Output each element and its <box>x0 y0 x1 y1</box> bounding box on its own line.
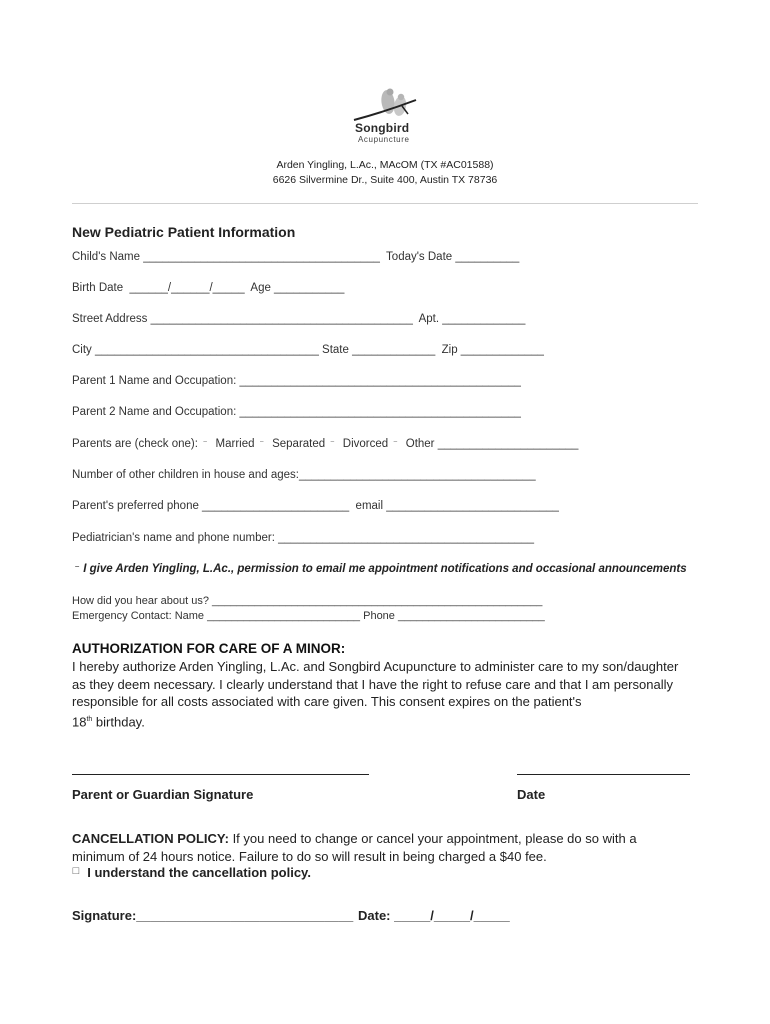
guardian-signature-label: Parent or Guardian Signature <box>72 787 254 802</box>
childs-name-field[interactable]: Child's Name _____________________________________ Today's Date __________ <box>72 251 520 263</box>
how-heard-field[interactable]: How did you hear about us? ______________________________________________________ <box>72 595 543 607</box>
separated-option[interactable]: Separated <box>272 438 326 450</box>
cancellation-text: If you need to change or cancel your appointment, please do so with a minimum of 24 hours notice. Failure to do so will result in being charged a $40 fee. <box>72 831 637 864</box>
pediatrician-field[interactable]: Pediatrician's name and phone number: ________________________________________ <box>72 532 534 544</box>
guardian-date-label: Date <box>517 787 546 802</box>
parents-status-label: Parents are (check one): <box>72 438 198 450</box>
address-line: 6626 Silvermine Dr., Suite 400, Austin TX 78736 <box>272 174 498 186</box>
other-checkbox-icon[interactable]: ⁻ <box>392 438 398 448</box>
parents-status-row <box>72 438 578 450</box>
email-permission-label[interactable]: I give Arden Yingling, L.Ac., permission to email me appointment notifications and occasional announcements <box>83 563 687 575</box>
authorization-body <box>72 658 692 730</box>
ordinal-suffix: th <box>86 715 93 723</box>
parent2-field[interactable]: Parent 2 Name and Occupation: ____________________________________________ <box>72 406 521 418</box>
other-children-field[interactable]: Number of other children in house and ages:_____________________________________ <box>72 469 536 481</box>
street-address-field[interactable]: Street Address _________________________________________ Apt. _____________ <box>72 313 526 325</box>
guardian-signature-line[interactable] <box>72 774 369 775</box>
understand-policy-row <box>72 865 311 880</box>
separated-checkbox-icon[interactable]: ⁻ <box>259 438 265 448</box>
married-option[interactable]: Married <box>215 438 255 450</box>
city-state-zip-field[interactable]: City ___________________________________ State _____________ Zip _____________ <box>72 344 544 356</box>
divorced-checkbox-icon[interactable]: ⁻ <box>329 438 335 448</box>
cancellation-heading: CANCELLATION POLICY: <box>72 831 229 846</box>
cancellation-policy <box>72 830 692 865</box>
authorization-text: I hereby authorize Arden Yingling, L.Ac. and Songbird Acupuncture to administer care to my son/daughter as they deem necessary. I clearly understand that I have the right to refuse care and that I am personally responsible for all costs associated with care given. This consent expires on the patient's <box>72 659 679 709</box>
header-divider <box>72 203 698 204</box>
practitioner-line: Arden Yingling, L.Ac., MAcOM (TX #AC01588) <box>276 159 494 171</box>
final-date-field[interactable]: Date: _____/_____/_____ <box>358 908 510 923</box>
guardian-date-line[interactable] <box>517 774 690 775</box>
divorced-option[interactable]: Divorced <box>342 438 389 450</box>
other-option[interactable]: Other ______________________ <box>405 438 579 450</box>
logo-subtitle: Acupuncture <box>358 135 410 144</box>
emergency-contact-field[interactable]: Emergency Contact: Name _________________________ Phone ________________________ <box>72 610 545 622</box>
final-signature-field[interactable]: Signature:______________________________ <box>72 908 354 923</box>
email-permission-checkbox-icon[interactable]: ⁻ <box>73 563 79 573</box>
understand-policy-label[interactable]: I understand the cancellation policy. <box>87 865 311 880</box>
logo-wordmark: Songbird <box>355 121 410 135</box>
authorization-heading: AUTHORIZATION FOR CARE OF A MINOR: <box>72 641 346 656</box>
parent1-field[interactable]: Parent 1 Name and Occupation: ____________________________________________ <box>72 375 521 387</box>
ordinal-number: 18 <box>72 713 87 729</box>
married-checkbox-icon[interactable]: ⁻ <box>202 438 208 448</box>
form-title: New Pediatric Patient Information <box>72 224 296 240</box>
preferred-phone-field[interactable]: Parent's preferred phone _______________________ email ___________________________ <box>72 500 559 512</box>
email-permission-row <box>72 563 687 575</box>
birth-date-field[interactable]: Birth Date ______/______/_____ Age ___________ <box>72 282 345 294</box>
understand-checkbox-icon[interactable]: □ <box>72 865 80 877</box>
ordinal-tail: birthday. <box>92 713 145 729</box>
